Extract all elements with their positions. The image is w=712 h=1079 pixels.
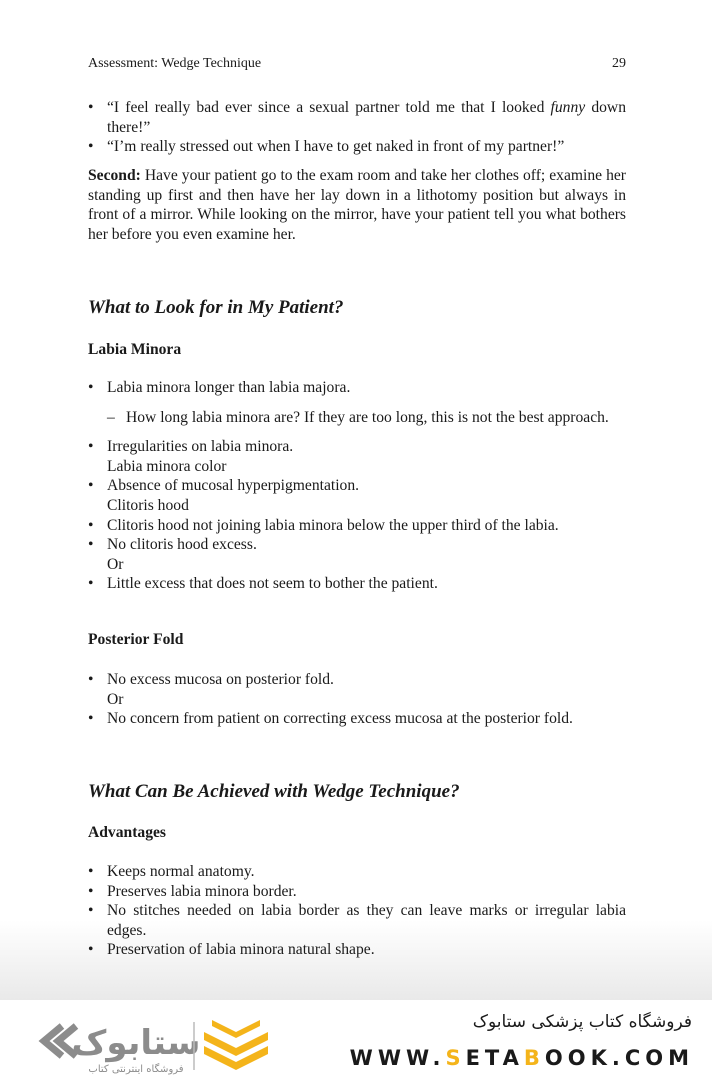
- bullet: •: [88, 536, 94, 554]
- list-item: • Irregularities on labia minora.: [88, 438, 294, 456]
- section-heading: What to Look for in My Patient?: [88, 297, 344, 318]
- list-item: • Little excess that does not seem to bother the patient.: [88, 575, 438, 593]
- setabook-footer: [0, 1000, 712, 1079]
- bullet: •: [88, 438, 94, 456]
- shop-name: فروشگاه کتاب پزشکی ستابوک: [472, 1012, 692, 1032]
- list-item: • Clitoris hood not joining labia minora below the upper third of the labia.: [88, 516, 559, 534]
- list-item: • No concern from patient on correcting excess mucosa at the posterior fold.: [88, 710, 573, 728]
- logo-tagline: فروشگاه اینترنتی کتاب: [88, 1064, 184, 1075]
- bullet: •: [88, 575, 94, 593]
- bullet: •: [88, 902, 94, 920]
- website-url[interactable]: WWW.SETABOOK.COM: [349, 1046, 694, 1070]
- list-item: • Keeps normal anatomy.: [88, 863, 255, 880]
- bullet: •: [88, 379, 94, 396]
- bullet: •: [88, 99, 94, 116]
- logo-wordmark: ستابوک: [71, 1023, 201, 1063]
- bullet: •: [88, 671, 94, 688]
- list-item: • “I’m really stressed out when I have to get naked in front of my partner!”: [88, 138, 565, 156]
- list-item: • Preserves labia minora border.: [88, 882, 297, 900]
- list-item: • No stitches needed on labia border as they can leave marks or irregular labia edges.: [88, 902, 626, 939]
- labia-minora-list: [88, 378, 626, 594]
- list-continuation: Or: [107, 690, 124, 708]
- setabook-logo: [36, 1014, 281, 1076]
- bullet: •: [88, 138, 94, 156]
- list-continuation: Labia minora color: [107, 457, 227, 475]
- intro-bullet-list: [88, 98, 626, 157]
- list-item: • Preservation of labia minora natural shape.: [88, 941, 375, 959]
- subsection-heading: Labia Minora: [88, 341, 182, 358]
- book-chevron-icon: [212, 1020, 260, 1038]
- bullet: •: [88, 882, 94, 900]
- list-item: • Absence of mucosal hyperpigmentation.: [88, 477, 360, 495]
- bullet: •: [88, 477, 94, 495]
- posterior-fold-list: [88, 670, 626, 729]
- second-label: Second:: [88, 167, 141, 184]
- list-item: • No clitoris hood excess.: [88, 536, 257, 554]
- bullet: •: [88, 863, 94, 880]
- bullet: •: [88, 710, 94, 728]
- advantages-list: [88, 862, 626, 960]
- list-continuation: Clitoris hood: [107, 496, 189, 514]
- sub-list-item: – How long labia minora are? If they are too long, this is not the best approach.: [107, 408, 609, 426]
- running-title: Assessment: Wedge Technique: [88, 56, 262, 71]
- second-paragraph: Second: Have your patient go to the exam room and take her clothes off; examine her standing up first and then have her lay down in a lithotomy position but always in front of a mirror. While looking on the mirror, have your patient tell you what bothers her before you even examine her.: [88, 167, 626, 243]
- list-item: • No excess mucosa on posterior fold.: [88, 671, 334, 688]
- subsection-heading: Advantages: [88, 824, 166, 841]
- dash: –: [107, 408, 115, 426]
- subsection-heading: Posterior Fold: [88, 631, 184, 648]
- list-continuation: Or: [107, 555, 124, 573]
- bullet: •: [88, 941, 94, 959]
- list-item: • Labia minora longer than labia majora.: [88, 379, 351, 396]
- list-item: • “I feel really bad ever since a sexual partner told me that I looked funny down there!”: [88, 99, 626, 136]
- section-heading: What Can Be Achieved with Wedge Technique?: [88, 781, 460, 802]
- bullet: •: [88, 516, 94, 534]
- page-number: 29: [612, 56, 626, 71]
